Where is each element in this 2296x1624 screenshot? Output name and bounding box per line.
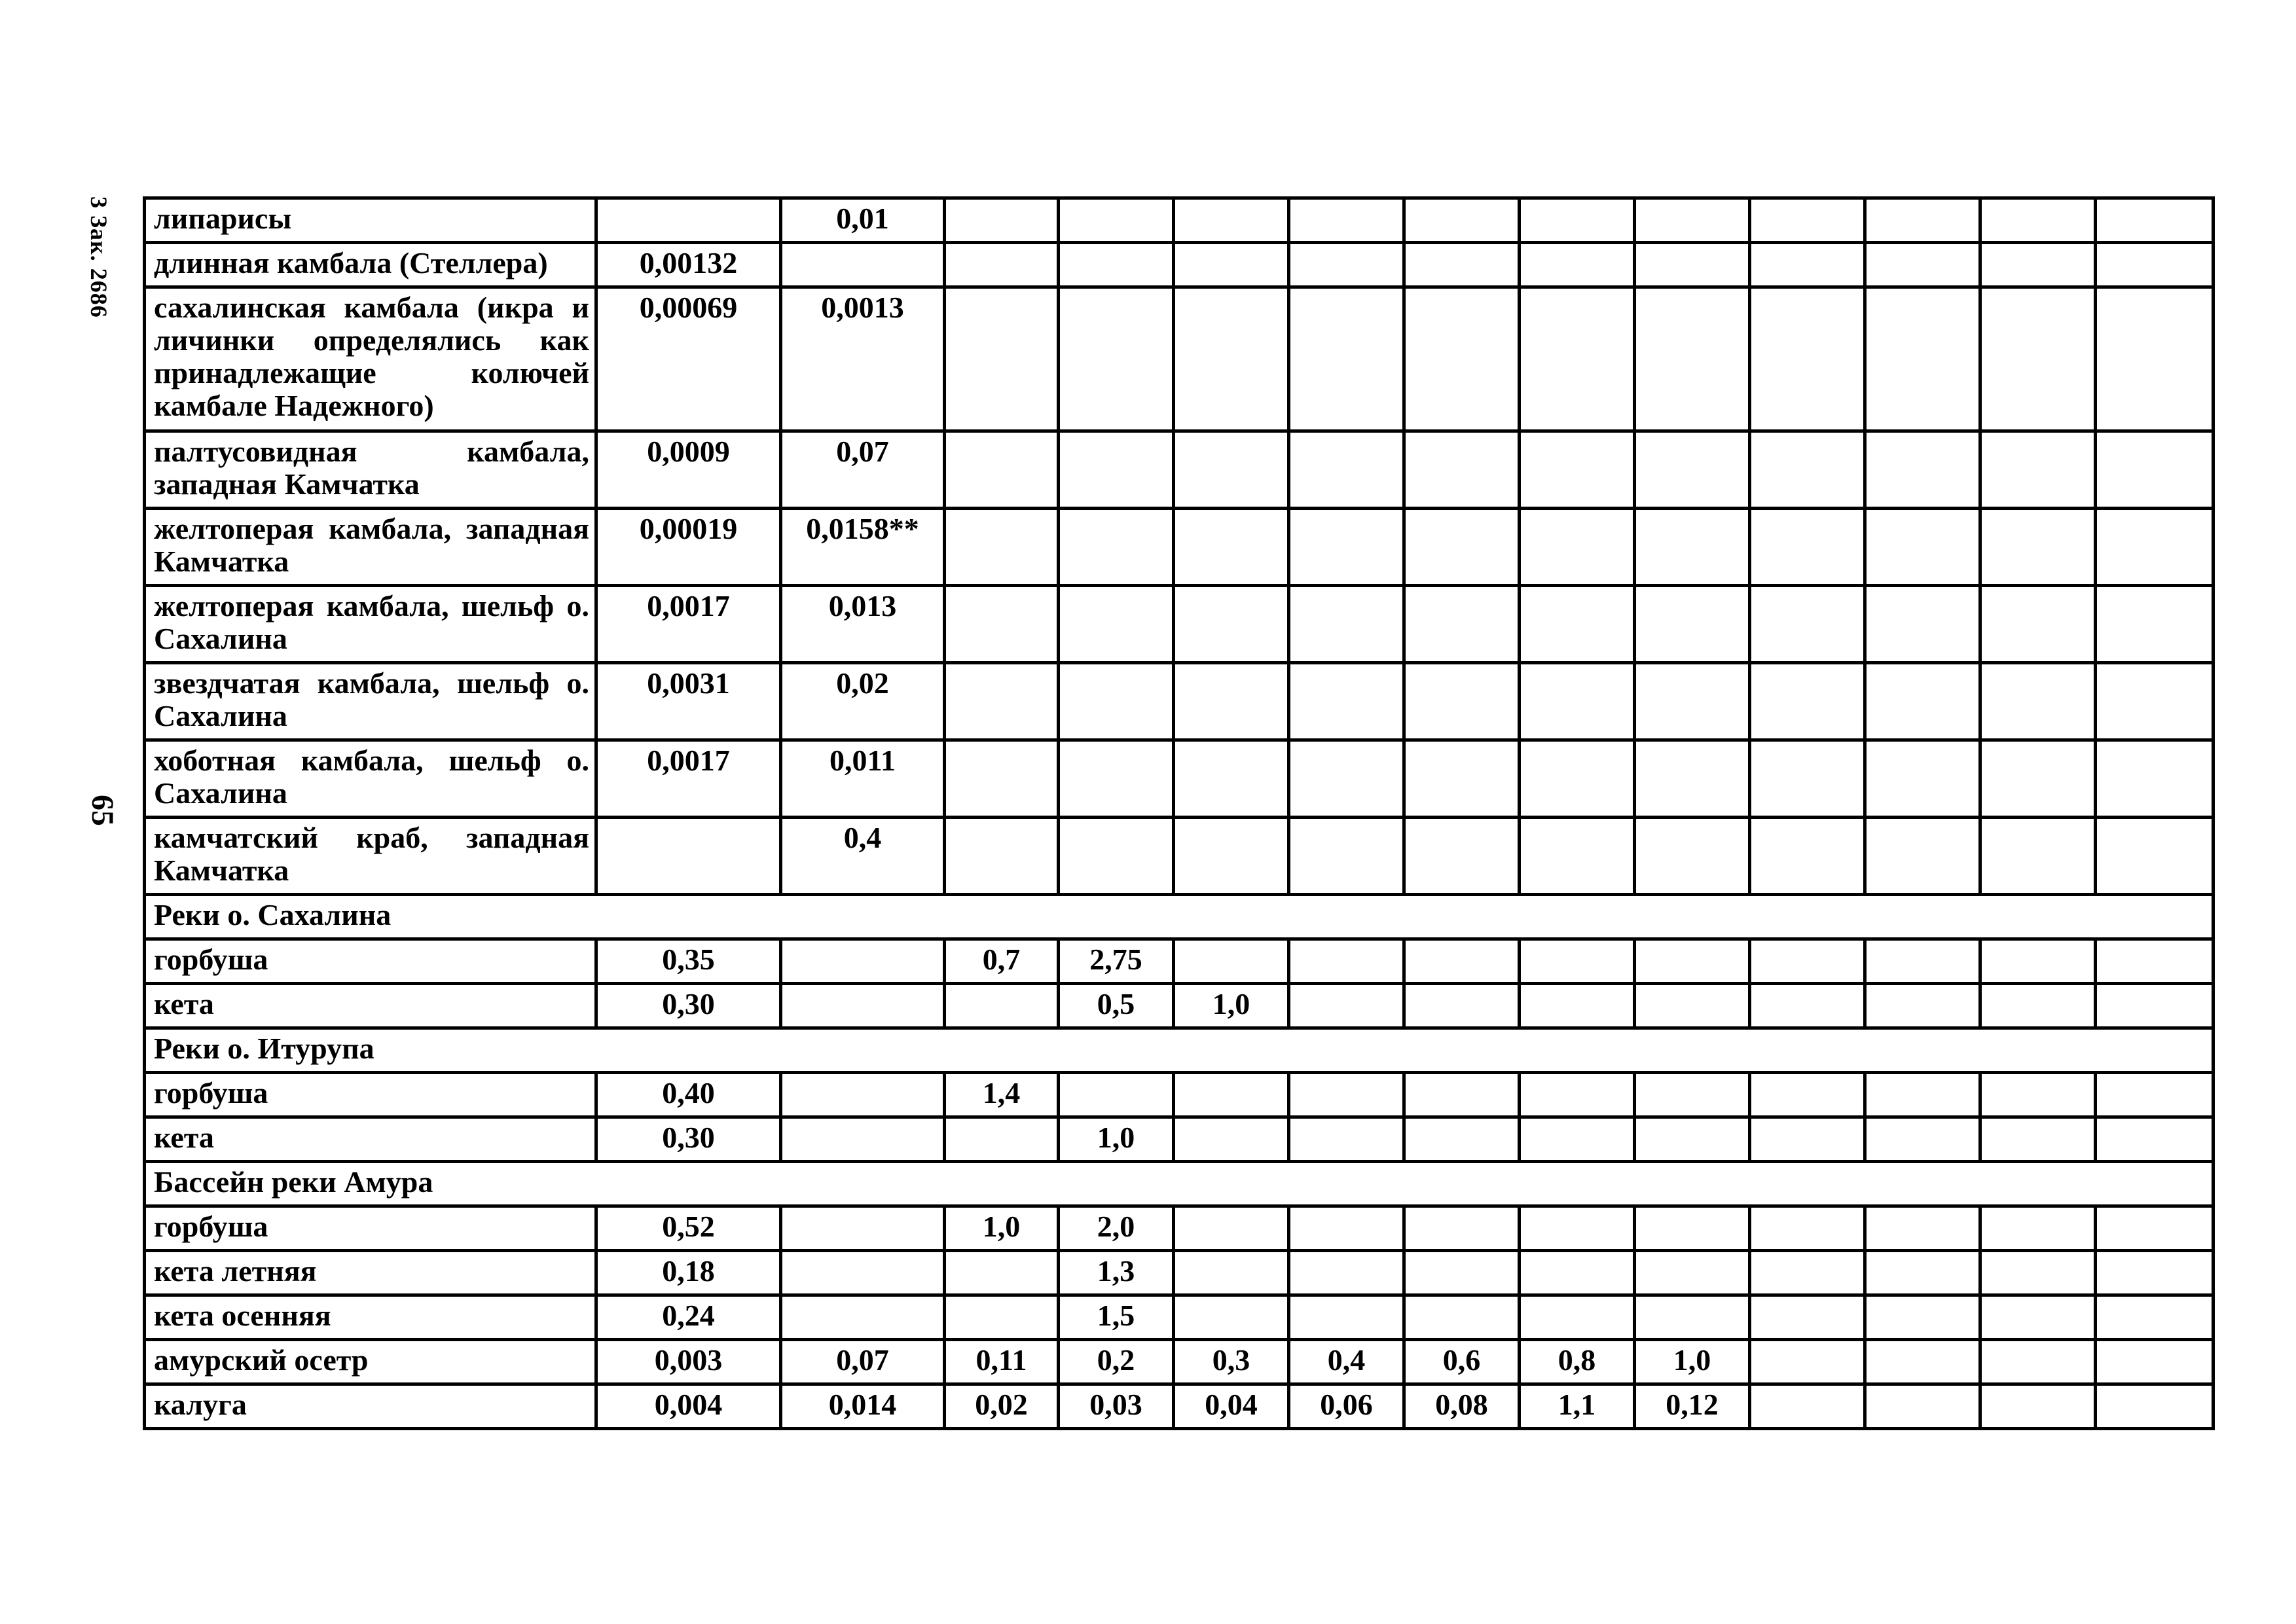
table-row (145, 1340, 2214, 1384)
table-row (145, 939, 2214, 984)
value-cell (1980, 1384, 2096, 1429)
table-row (145, 586, 2214, 663)
value-cell (1520, 287, 1635, 431)
value-cell: 0,013 (781, 586, 945, 663)
section-header-row (145, 1162, 2214, 1206)
value-cell (1750, 509, 1865, 586)
value-cell (1980, 509, 2096, 586)
value-cell (1404, 1206, 1520, 1251)
table-row (145, 1073, 2214, 1117)
value-cell: 2,0 (1059, 1206, 1174, 1251)
value-cell (1404, 1073, 1520, 1117)
value-cell (945, 1251, 1059, 1295)
species-name-cell: хоботная камбала, шельф о. Сахалина (145, 740, 596, 818)
species-name-cell: амурский осетр (145, 1340, 596, 1384)
value-cell (1865, 287, 1980, 431)
value-cell (1404, 431, 1520, 509)
value-cell (1635, 1206, 1750, 1251)
value-cell: 0,8 (1520, 1340, 1635, 1384)
value-cell (1520, 586, 1635, 663)
value-cell (781, 1251, 945, 1295)
value-cell (2096, 243, 2214, 287)
value-cell (1289, 198, 1404, 243)
value-cell (1289, 1251, 1404, 1295)
value-cell (945, 1117, 1059, 1162)
value-cell (2096, 818, 2214, 895)
value-cell (1289, 663, 1404, 740)
value-cell (1059, 818, 1174, 895)
table-row (145, 198, 2214, 243)
value-cell (1404, 818, 1520, 895)
section-header-row (145, 895, 2214, 939)
value-cell (2096, 1206, 2214, 1251)
value-cell (945, 431, 1059, 509)
value-cell: 0,02 (945, 1384, 1059, 1429)
section-title: Реки о. Итурупа (145, 1028, 2214, 1073)
value-cell (1865, 984, 1980, 1028)
species-name-cell: желтоперая камбала, шельф о. Сахалина (145, 586, 596, 663)
value-cell (1980, 287, 2096, 431)
value-cell (1865, 198, 1980, 243)
value-cell: 0,11 (945, 1340, 1059, 1384)
value-cell (1980, 1206, 2096, 1251)
value-cell: 0,01 (781, 198, 945, 243)
value-cell (1635, 287, 1750, 431)
value-cell (1520, 1206, 1635, 1251)
table-row (145, 1117, 2214, 1162)
value-cell: 0,6 (1404, 1340, 1520, 1384)
value-cell (1750, 939, 1865, 984)
value-cell (1520, 509, 1635, 586)
value-cell (2096, 198, 2214, 243)
value-cell (945, 198, 1059, 243)
value-cell (2096, 740, 2214, 818)
value-cell (1750, 1251, 1865, 1295)
value-cell (781, 1117, 945, 1162)
value-cell (1635, 509, 1750, 586)
value-cell (1980, 1340, 2096, 1384)
value-cell (1635, 663, 1750, 740)
value-cell: 0,00019 (596, 509, 781, 586)
value-cell: 0,35 (596, 939, 781, 984)
value-cell (781, 1206, 945, 1251)
value-cell (1404, 198, 1520, 243)
species-table (143, 196, 2215, 1430)
value-cell: 0,24 (596, 1295, 781, 1340)
value-cell (1980, 243, 2096, 287)
value-cell (2096, 939, 2214, 984)
value-cell (1520, 1073, 1635, 1117)
value-cell: 0,30 (596, 1117, 781, 1162)
value-cell (2096, 1073, 2214, 1117)
value-cell (2096, 1384, 2214, 1429)
species-name-cell: кета осенняя (145, 1295, 596, 1340)
value-cell (1750, 287, 1865, 431)
value-cell (1750, 1206, 1865, 1251)
section-title: Бассейн реки Амура (145, 1162, 2214, 1206)
value-cell (1059, 243, 1174, 287)
value-cell (1289, 586, 1404, 663)
value-cell: 0,4 (781, 818, 945, 895)
value-cell (2096, 1340, 2214, 1384)
value-cell: 0,0017 (596, 586, 781, 663)
value-cell (1980, 1295, 2096, 1340)
table-row (145, 431, 2214, 509)
species-name-cell: палтусовидная камбала, западная Камчатка (145, 431, 596, 509)
value-cell (1980, 1251, 2096, 1295)
value-cell (781, 1073, 945, 1117)
value-cell (1520, 1295, 1635, 1340)
value-cell: 0,0017 (596, 740, 781, 818)
value-cell (1059, 586, 1174, 663)
value-cell (945, 287, 1059, 431)
value-cell: 0,30 (596, 984, 781, 1028)
value-cell (945, 663, 1059, 740)
value-cell (1404, 287, 1520, 431)
value-cell: 0,18 (596, 1251, 781, 1295)
value-cell (781, 939, 945, 984)
table-row (145, 1251, 2214, 1295)
value-cell: 1,1 (1520, 1384, 1635, 1429)
species-name-cell: кета (145, 984, 596, 1028)
value-cell (1750, 740, 1865, 818)
value-cell: 0,003 (596, 1340, 781, 1384)
value-cell: 0,04 (1174, 1384, 1289, 1429)
value-cell (1750, 1295, 1865, 1340)
value-cell (1174, 243, 1289, 287)
value-cell (1404, 984, 1520, 1028)
value-cell (1404, 586, 1520, 663)
value-cell (1174, 740, 1289, 818)
value-cell (1174, 1295, 1289, 1340)
value-cell (1520, 984, 1635, 1028)
value-cell (1059, 509, 1174, 586)
table-row (145, 1295, 2214, 1340)
value-cell (1404, 939, 1520, 984)
value-cell (1750, 1117, 1865, 1162)
species-name-cell: длинная камбала (Стеллера) (145, 243, 596, 287)
value-cell: 0,07 (781, 431, 945, 509)
value-cell: 1,0 (1174, 984, 1289, 1028)
value-cell (945, 509, 1059, 586)
value-cell: 0,40 (596, 1073, 781, 1117)
value-cell (1059, 740, 1174, 818)
value-cell (1520, 663, 1635, 740)
species-name-cell: липарисы (145, 198, 596, 243)
table-row (145, 740, 2214, 818)
value-cell (1404, 1117, 1520, 1162)
species-name-cell: кета летняя (145, 1251, 596, 1295)
value-cell (1635, 818, 1750, 895)
value-cell (1404, 740, 1520, 818)
value-cell (1289, 939, 1404, 984)
value-cell (1289, 509, 1404, 586)
value-cell (1865, 1206, 1980, 1251)
value-cell (781, 1295, 945, 1340)
value-cell (1980, 984, 2096, 1028)
value-cell: 0,0009 (596, 431, 781, 509)
value-cell (945, 586, 1059, 663)
value-cell (2096, 586, 2214, 663)
value-cell (945, 1295, 1059, 1340)
table-row (145, 1384, 2214, 1429)
value-cell (1174, 1251, 1289, 1295)
value-cell (1980, 1117, 2096, 1162)
value-cell (1980, 740, 2096, 818)
value-cell (1404, 1295, 1520, 1340)
value-cell (1750, 586, 1865, 663)
value-cell (1520, 431, 1635, 509)
table-row (145, 818, 2214, 895)
value-cell: 0,014 (781, 1384, 945, 1429)
value-cell (1520, 939, 1635, 984)
value-cell (1980, 663, 2096, 740)
value-cell (1980, 1073, 2096, 1117)
value-cell (1289, 1073, 1404, 1117)
value-cell (2096, 1251, 2214, 1295)
value-cell (1289, 1206, 1404, 1251)
value-cell (1865, 1384, 1980, 1429)
value-cell: 0,08 (1404, 1384, 1520, 1429)
value-cell (945, 740, 1059, 818)
value-cell (1404, 1251, 1520, 1295)
value-cell (1750, 1384, 1865, 1429)
value-cell: 1,4 (945, 1073, 1059, 1117)
value-cell: 1,0 (1635, 1340, 1750, 1384)
value-cell (1865, 243, 1980, 287)
value-cell (1635, 939, 1750, 984)
value-cell (1289, 818, 1404, 895)
value-cell: 0,07 (781, 1340, 945, 1384)
value-cell (1404, 243, 1520, 287)
table-row (145, 243, 2214, 287)
value-cell (1865, 740, 1980, 818)
value-cell (1289, 243, 1404, 287)
species-name-cell: горбуша (145, 939, 596, 984)
value-cell (1174, 818, 1289, 895)
value-cell: 1,5 (1059, 1295, 1174, 1340)
species-name-cell: сахалинская камбала (икра и личинки определялись как принадлежащие колючей камбале Надежного) (145, 287, 596, 431)
value-cell (1520, 1117, 1635, 1162)
value-cell (945, 984, 1059, 1028)
section-title: Реки о. Сахалина (145, 895, 2214, 939)
value-cell (1750, 818, 1865, 895)
species-name-cell: горбуша (145, 1073, 596, 1117)
value-cell (2096, 663, 2214, 740)
value-cell (1059, 287, 1174, 431)
value-cell (1750, 1340, 1865, 1384)
species-name-cell: калуга (145, 1384, 596, 1429)
value-cell (1865, 1073, 1980, 1117)
value-cell (2096, 509, 2214, 586)
table-row (145, 1206, 2214, 1251)
value-cell (1404, 663, 1520, 740)
margin-note: 3 Зак. 2686 (86, 196, 112, 318)
species-name-cell: кета (145, 1117, 596, 1162)
value-cell (2096, 1117, 2214, 1162)
value-cell: 0,3 (1174, 1340, 1289, 1384)
value-cell (1289, 1295, 1404, 1340)
value-cell (1635, 1117, 1750, 1162)
table-row (145, 287, 2214, 431)
page-number: 65 (85, 795, 120, 826)
value-cell (1174, 1206, 1289, 1251)
value-cell (2096, 287, 2214, 431)
value-cell (1059, 663, 1174, 740)
value-cell (1750, 1073, 1865, 1117)
value-cell (1404, 509, 1520, 586)
value-cell (781, 984, 945, 1028)
value-cell: 1,3 (1059, 1251, 1174, 1295)
value-cell: 0,06 (1289, 1384, 1404, 1429)
value-cell (1174, 287, 1289, 431)
species-name-cell: горбуша (145, 1206, 596, 1251)
value-cell (1174, 431, 1289, 509)
value-cell (596, 818, 781, 895)
table-row (145, 509, 2214, 586)
value-cell (1174, 586, 1289, 663)
value-cell (1520, 198, 1635, 243)
value-cell (1865, 586, 1980, 663)
value-cell (1865, 1251, 1980, 1295)
value-cell (1635, 1073, 1750, 1117)
value-cell: 0,03 (1059, 1384, 1174, 1429)
value-cell (1174, 1073, 1289, 1117)
value-cell: 0,004 (596, 1384, 781, 1429)
value-cell (1289, 740, 1404, 818)
value-cell (1174, 509, 1289, 586)
value-cell (1980, 431, 2096, 509)
value-cell (1980, 939, 2096, 984)
value-cell (1635, 243, 1750, 287)
value-cell: 0,0013 (781, 287, 945, 431)
value-cell (1635, 1251, 1750, 1295)
value-cell (1865, 663, 1980, 740)
value-cell (1750, 243, 1865, 287)
value-cell (1865, 1117, 1980, 1162)
value-cell: 0,00132 (596, 243, 781, 287)
value-cell (1520, 818, 1635, 895)
value-cell: 0,4 (1289, 1340, 1404, 1384)
value-cell (1980, 198, 2096, 243)
value-cell (945, 818, 1059, 895)
value-cell (1635, 431, 1750, 509)
value-cell (1635, 198, 1750, 243)
value-cell: 0,02 (781, 663, 945, 740)
value-cell (1059, 431, 1174, 509)
value-cell (1635, 1295, 1750, 1340)
value-cell: 0,5 (1059, 984, 1174, 1028)
value-cell (1750, 431, 1865, 509)
value-cell (1865, 818, 1980, 895)
value-cell (781, 243, 945, 287)
value-cell (1635, 740, 1750, 818)
value-cell (596, 198, 781, 243)
value-cell (1289, 984, 1404, 1028)
value-cell (945, 243, 1059, 287)
section-header-row (145, 1028, 2214, 1073)
value-cell (1059, 1073, 1174, 1117)
value-cell: 0,7 (945, 939, 1059, 984)
value-cell (1635, 586, 1750, 663)
species-name-cell: желтоперая камбала, западная Камчатка (145, 509, 596, 586)
value-cell (1865, 431, 1980, 509)
value-cell (1289, 1117, 1404, 1162)
species-name-cell: звездчатая камбала, шельф о. Сахалина (145, 663, 596, 740)
value-cell: 0,011 (781, 740, 945, 818)
value-cell (1865, 1340, 1980, 1384)
value-cell (1865, 1295, 1980, 1340)
value-cell (1865, 509, 1980, 586)
value-cell (1289, 287, 1404, 431)
value-cell: 1,0 (1059, 1117, 1174, 1162)
value-cell (1750, 198, 1865, 243)
value-cell: 0,00069 (596, 287, 781, 431)
value-cell (1980, 586, 2096, 663)
value-cell (1174, 1117, 1289, 1162)
table-row (145, 984, 2214, 1028)
value-cell (1750, 984, 1865, 1028)
value-cell (1980, 818, 2096, 895)
species-name-cell: камчатский краб, западная Камчатка (145, 818, 596, 895)
value-cell: 0,0031 (596, 663, 781, 740)
value-cell (1174, 663, 1289, 740)
value-cell: 0,52 (596, 1206, 781, 1251)
value-cell (1174, 939, 1289, 984)
value-cell (1520, 1251, 1635, 1295)
value-cell: 0,2 (1059, 1340, 1174, 1384)
value-cell (1635, 984, 1750, 1028)
value-cell: 2,75 (1059, 939, 1174, 984)
value-cell (1174, 198, 1289, 243)
value-cell: 1,0 (945, 1206, 1059, 1251)
value-cell (2096, 431, 2214, 509)
value-cell (1865, 939, 1980, 984)
value-cell: 0,12 (1635, 1384, 1750, 1429)
value-cell (1289, 431, 1404, 509)
value-cell (1750, 663, 1865, 740)
value-cell (1520, 243, 1635, 287)
value-cell (2096, 1295, 2214, 1340)
table-row (145, 663, 2214, 740)
value-cell (2096, 984, 2214, 1028)
value-cell: 0,0158** (781, 509, 945, 586)
value-cell (1059, 198, 1174, 243)
value-cell (1520, 740, 1635, 818)
